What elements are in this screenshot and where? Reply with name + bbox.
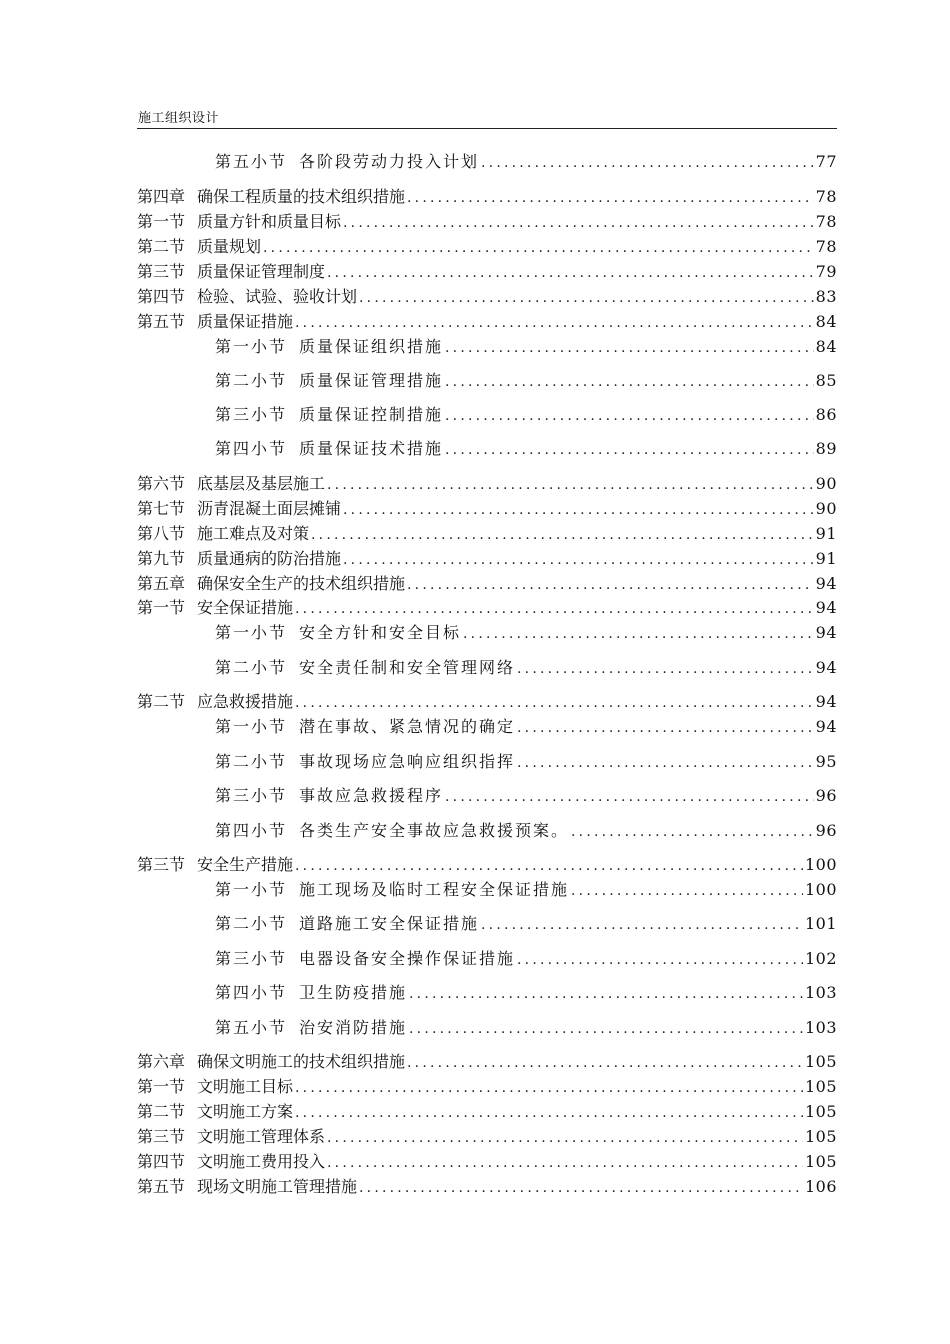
toc-entry-page: 94: [815, 623, 837, 642]
toc-entry[interactable]: [137, 261, 837, 283]
toc-entry-number: 第七节: [137, 499, 186, 518]
toc-entry-number: 第三小节: [215, 949, 288, 968]
toc-entry-page: 85: [815, 371, 837, 390]
dot-leader: [263, 237, 814, 259]
dot-leader: [327, 474, 814, 496]
toc-entry-title: 文明施工费用投入: [197, 1152, 326, 1171]
toc-entry[interactable]: [215, 785, 837, 807]
toc-entry[interactable]: [137, 1101, 837, 1123]
toc-entry-page: 77: [815, 152, 837, 171]
toc-entry[interactable]: [215, 1017, 837, 1039]
toc-entry-number: 第六章: [137, 1052, 186, 1071]
toc-entry-number: 第四小节: [215, 983, 288, 1002]
toc-entry-page: 94: [815, 598, 837, 617]
toc-entry-number: 第二小节: [215, 371, 288, 390]
toc-entry-page: 78: [815, 187, 837, 206]
toc-entry[interactable]: [215, 438, 837, 460]
toc-entry-title: 沥青混凝土面层摊铺: [197, 499, 342, 518]
toc-entry[interactable]: [137, 548, 837, 570]
toc-entry-title: 检验、试验、验收计划: [197, 287, 358, 306]
toc-entry-title: 事故应急救援程序: [299, 786, 444, 805]
toc-entry-number: 第一节: [137, 1077, 186, 1096]
dot-leader: [359, 287, 814, 309]
toc-entry-page: 83: [815, 287, 837, 306]
toc-entry[interactable]: [137, 1151, 837, 1173]
toc-entry-page: 94: [815, 692, 837, 711]
dot-leader: [407, 187, 814, 209]
toc-entry-number: 第五节: [137, 312, 186, 331]
toc-entry[interactable]: [137, 691, 837, 713]
toc-entry[interactable]: [137, 186, 837, 208]
toc-entry-number: 第六节: [137, 474, 186, 493]
toc-entry[interactable]: [215, 913, 837, 935]
toc-entry-number: 第五小节: [215, 152, 288, 171]
toc-entry-title: 确保工程质量的技术组织措施: [197, 187, 406, 206]
dot-leader: [343, 212, 814, 234]
dot-leader: [409, 983, 803, 1005]
dot-leader: [571, 880, 803, 902]
toc-entry-number: 第二节: [137, 1102, 186, 1121]
toc-entry-number: 第二节: [137, 692, 186, 711]
toc-entry-title: 质量保证控制措施: [299, 405, 444, 424]
dot-leader: [295, 1102, 803, 1124]
toc-entry[interactable]: [215, 820, 837, 842]
toc-entry[interactable]: [137, 498, 837, 520]
toc-entry-page: 96: [815, 786, 837, 805]
toc-entry[interactable]: [137, 286, 837, 308]
toc-entry[interactable]: [215, 948, 837, 970]
toc-entry[interactable]: [137, 854, 837, 876]
toc-entry-title: 施工难点及对策: [197, 524, 310, 543]
toc-entry-number: 第四节: [137, 1152, 186, 1171]
toc-entry-number: 第一小节: [215, 717, 288, 736]
toc-entry-number: 第一小节: [215, 623, 288, 642]
dot-leader: [517, 658, 814, 680]
toc-entry-title: 质量保证技术措施: [299, 439, 444, 458]
toc-entry-title: 文明施工方案: [197, 1102, 294, 1121]
toc-entry-page: 106: [804, 1177, 837, 1196]
toc-entry-page: 89: [815, 439, 837, 458]
toc-entry-title: 电器设备安全操作保证措施: [299, 949, 516, 968]
toc-entry-title: 质量通病的防治措施: [197, 549, 342, 568]
toc-entry[interactable]: [215, 404, 837, 426]
toc-entry-number: 第一小节: [215, 337, 288, 356]
toc-entry[interactable]: [137, 1176, 837, 1198]
toc-entry-title: 道路施工安全保证措施: [299, 914, 480, 933]
toc-entry-page: 79: [815, 262, 837, 281]
toc-entry-number: 第二小节: [215, 914, 288, 933]
toc-entry-number: 第一节: [137, 598, 186, 617]
toc-entry[interactable]: [137, 311, 837, 333]
toc-entry-page: 105: [804, 1077, 837, 1096]
toc-entry-number: 第三节: [137, 855, 186, 874]
toc-entry-page: 100: [804, 880, 837, 899]
toc-entry-title: 治安消防措施: [299, 1018, 408, 1037]
toc-entry[interactable]: [137, 597, 837, 619]
toc-entry-page: 100: [804, 855, 837, 874]
dot-leader: [295, 598, 814, 620]
dot-leader: [407, 1052, 803, 1074]
toc-entry-page: 101: [804, 914, 837, 933]
toc-entry-number: 第四章: [137, 187, 186, 206]
dot-leader: [571, 821, 814, 843]
toc-entry-page: 84: [815, 337, 837, 356]
toc-entry-title: 质量保证组织措施: [299, 337, 444, 356]
toc-entry-page: 84: [815, 312, 837, 331]
dot-leader: [327, 1127, 803, 1149]
toc-entry-page: 94: [815, 658, 837, 677]
toc-entry-number: 第八节: [137, 524, 186, 543]
toc-entry-title: 质量保证措施: [197, 312, 294, 331]
toc-entry-title: 安全方针和安全目标: [299, 623, 462, 642]
toc-entry-page: 86: [815, 405, 837, 424]
toc-entry-page: 105: [804, 1152, 837, 1171]
toc-entry-number: 第二小节: [215, 658, 288, 677]
toc-entry-page: 103: [804, 983, 837, 1002]
toc-entry-title: 各阶段劳动力投入计划: [299, 152, 480, 171]
toc-entry-page: 90: [815, 499, 837, 518]
toc-entry-title: 确保文明施工的技术组织措施: [197, 1052, 406, 1071]
dot-leader: [359, 1177, 803, 1199]
toc-entry-page: 91: [815, 524, 837, 543]
toc-entry-page: 103: [804, 1018, 837, 1037]
toc-entry-title: 底基层及基层施工: [197, 474, 326, 493]
toc-entry-title: 安全责任制和安全管理网络: [299, 658, 516, 677]
toc-entry-number: 第一小节: [215, 880, 288, 899]
dot-leader: [481, 152, 814, 174]
toc-entry[interactable]: [215, 657, 837, 679]
toc-entry-number: 第三小节: [215, 786, 288, 805]
toc-entry-title: 质量保证管理制度: [197, 262, 326, 281]
toc-entry-title: 应急救援措施: [197, 692, 294, 711]
toc-entry-page: 90: [815, 474, 837, 493]
running-header: 施工组织设计: [138, 111, 220, 126]
dot-leader: [517, 752, 814, 774]
toc-entry-title: 各类生产安全事故应急救援预案。: [299, 821, 570, 840]
toc-entry-page: 91: [815, 549, 837, 568]
toc-entry-number: 第三节: [137, 262, 186, 281]
toc-entry[interactable]: [215, 151, 837, 173]
dot-leader: [445, 337, 814, 359]
toc-entry-page: 105: [804, 1052, 837, 1071]
toc-entry[interactable]: [137, 1076, 837, 1098]
toc-entry[interactable]: [137, 1126, 837, 1148]
toc-entry-number: 第二小节: [215, 752, 288, 771]
toc-entry-page: 105: [804, 1127, 837, 1146]
toc-entry[interactable]: [137, 236, 837, 258]
dot-leader: [343, 499, 814, 521]
toc-entry-number: 第三节: [137, 1127, 186, 1146]
toc-entry[interactable]: [215, 370, 837, 392]
toc-entry-title: 安全保证措施: [197, 598, 294, 617]
toc-entry-page: 78: [815, 212, 837, 231]
dot-leader: [295, 1077, 803, 1099]
toc-entry-page: 94: [815, 717, 837, 736]
dot-leader: [295, 692, 814, 714]
dot-leader: [445, 439, 814, 461]
toc-entry-title: 施工现场及临时工程安全保证措施: [299, 880, 570, 899]
toc-entry-page: 102: [804, 949, 837, 968]
toc-entry-number: 第三小节: [215, 405, 288, 424]
toc-entry-title: 卫生防疫措施: [299, 983, 408, 1002]
toc-entry[interactable]: [137, 473, 837, 495]
toc-entry-title: 文明施工管理体系: [197, 1127, 326, 1146]
toc-entry[interactable]: [215, 982, 837, 1004]
toc-entry-title: 现场文明施工管理措施: [197, 1177, 358, 1196]
dot-leader: [517, 949, 803, 971]
dot-leader: [327, 262, 814, 284]
header-rule: [137, 128, 837, 129]
toc-entry-number: 第五节: [137, 1177, 186, 1196]
toc-entry[interactable]: [137, 523, 837, 545]
dot-leader: [407, 574, 814, 596]
dot-leader: [445, 786, 814, 808]
toc-entry-number: 第五章: [137, 574, 186, 593]
toc-entry-title: 确保安全生产的技术组织措施: [197, 574, 406, 593]
toc-entry-page: 78: [815, 237, 837, 256]
toc-entry-title: 安全生产措施: [197, 855, 294, 874]
dot-leader: [463, 623, 814, 645]
toc-entry-page: 105: [804, 1102, 837, 1121]
dot-leader: [517, 717, 814, 739]
dot-leader: [295, 312, 814, 334]
toc-entry-number: 第二节: [137, 237, 186, 256]
toc-entry-title: 文明施工目标: [197, 1077, 294, 1096]
toc-entry[interactable]: [215, 622, 837, 644]
toc-entry-title: 质量方针和质量目标: [197, 212, 342, 231]
toc-entry-page: 94: [815, 574, 837, 593]
toc-entry-page: 95: [815, 752, 837, 771]
toc-entry[interactable]: [215, 751, 837, 773]
dot-leader: [409, 1018, 803, 1040]
toc-entry-title: 质量规划: [197, 237, 262, 256]
dot-leader: [445, 371, 814, 393]
toc-entry[interactable]: [137, 1051, 837, 1073]
dot-leader: [481, 914, 803, 936]
dot-leader: [311, 524, 814, 546]
toc-entry-title: 事故现场应急响应组织指挥: [299, 752, 516, 771]
toc-entry-number: 第九节: [137, 549, 186, 568]
toc-entry-number: 第四小节: [215, 821, 288, 840]
toc-entry-number: 第五小节: [215, 1018, 288, 1037]
toc-entry-page: 96: [815, 821, 837, 840]
toc-entry[interactable]: [215, 879, 837, 901]
toc-entry-title: 潜在事故、紧急情况的确定: [299, 717, 516, 736]
dot-leader: [327, 1152, 803, 1174]
toc-entry[interactable]: [137, 573, 837, 595]
dot-leader: [295, 855, 803, 877]
toc-entry[interactable]: [215, 336, 837, 358]
toc-entry-number: 第四节: [137, 287, 186, 306]
toc-entry-number: 第一节: [137, 212, 186, 231]
dot-leader: [343, 549, 814, 571]
toc-entry-title: 质量保证管理措施: [299, 371, 444, 390]
toc-entry[interactable]: [215, 716, 837, 738]
toc-entry[interactable]: [137, 211, 837, 233]
toc-entry-number: 第四小节: [215, 439, 288, 458]
dot-leader: [445, 405, 814, 427]
